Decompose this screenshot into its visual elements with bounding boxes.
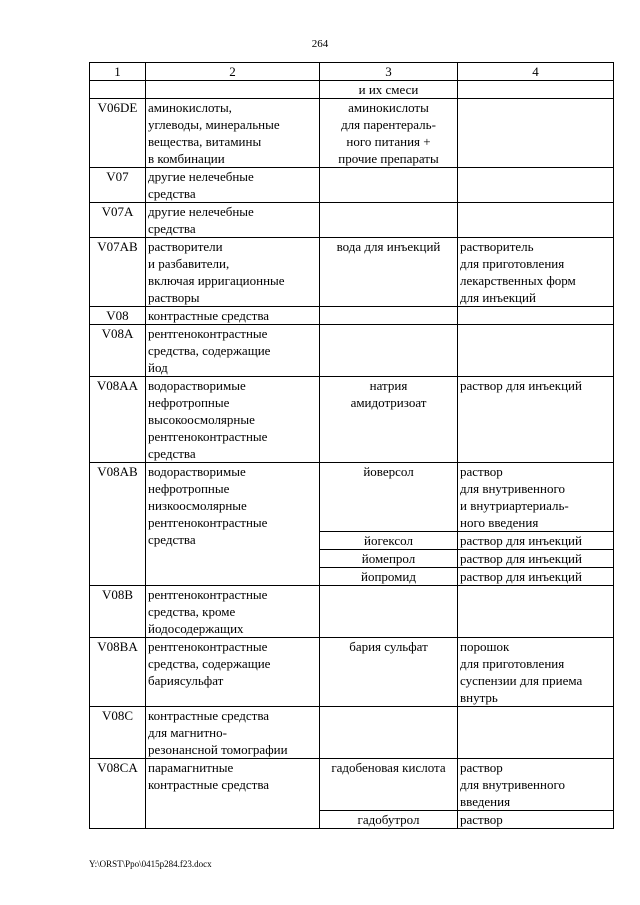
drug-name — [320, 586, 458, 638]
atc-code: V08AA — [90, 377, 146, 463]
table-row — [90, 325, 614, 377]
file-path-footer: Y:\ORST\Ppo\0415p284.f23.docx — [89, 859, 212, 869]
drug-name: йогексол — [320, 532, 458, 550]
dosage-form — [458, 325, 614, 377]
table-row — [90, 81, 614, 99]
dosage-form — [458, 81, 614, 99]
drug-name — [320, 707, 458, 759]
drug-name: и их смеси — [320, 81, 458, 99]
table-row — [90, 377, 614, 463]
atc-code: V08B — [90, 586, 146, 638]
dosage-form — [458, 203, 614, 238]
dosage-form: раствор для инъекций — [458, 568, 614, 586]
dosage-form — [458, 586, 614, 638]
group-name: рентгеноконтрастные средства, содержащие йод — [146, 325, 320, 377]
atc-code: V08BA — [90, 638, 146, 707]
atc-code: V06DE — [90, 99, 146, 168]
group-name: контрастные средства для магнитно- резонансной томографии — [146, 707, 320, 759]
header-col-3: 3 — [320, 63, 458, 81]
drug-name: йоверсол — [320, 463, 458, 532]
page-number: 264 — [311, 38, 329, 50]
header-col-2: 2 — [146, 63, 320, 81]
drug-name: аминокислоты для парентераль- ного питания + прочие препараты — [320, 99, 458, 168]
table-row — [90, 759, 614, 811]
table-row — [90, 463, 614, 532]
header-row — [90, 63, 614, 81]
drug-name — [320, 307, 458, 325]
drug-name: бария сульфат — [320, 638, 458, 707]
table-row — [90, 99, 614, 168]
group-name: рентгеноконтрастные средства, кроме йодосодержащих — [146, 586, 320, 638]
atc-code — [90, 81, 146, 99]
group-name — [146, 81, 320, 99]
table-row — [90, 638, 614, 707]
group-name: рентгеноконтрастные средства, содержащие бариясульфат — [146, 638, 320, 707]
drug-table — [89, 62, 614, 829]
table-row — [90, 203, 614, 238]
atc-code: V08C — [90, 707, 146, 759]
group-name: другие нелечебные средства — [146, 168, 320, 203]
dosage-form — [458, 707, 614, 759]
group-name: водорастворимые нефротропные низкоосмолярные рентгеноконтрастные средства — [146, 463, 320, 586]
group-name: растворители и разбавители, включая ирригационные растворы — [146, 238, 320, 307]
dosage-form — [458, 168, 614, 203]
dosage-form: раствор для внутривенного введения — [458, 759, 614, 811]
drug-name: йомепрол — [320, 550, 458, 568]
atc-code: V08A — [90, 325, 146, 377]
drug-name: вода для инъекций — [320, 238, 458, 307]
dosage-form: раствор для внутривенного и внутриартериаль- ного введения — [458, 463, 614, 532]
group-name: другие нелечебные средства — [146, 203, 320, 238]
atc-code: V07A — [90, 203, 146, 238]
group-name: аминокислоты, углеводы, минеральные вещества, витамины в комбинации — [146, 99, 320, 168]
drug-name — [320, 325, 458, 377]
atc-code: V07AB — [90, 238, 146, 307]
drug-name — [320, 168, 458, 203]
atc-code: V08AB — [90, 463, 146, 586]
group-name: водорастворимые нефротропные высокоосмолярные рентгеноконтрастные средства — [146, 377, 320, 463]
atc-code: V08 — [90, 307, 146, 325]
dosage-form: порошок для приготовления суспензии для приема внутрь — [458, 638, 614, 707]
drug-name: гадобутрол — [320, 811, 458, 829]
table-row — [90, 238, 614, 307]
dosage-form: растворитель для приготовления лекарственных форм для инъекций — [458, 238, 614, 307]
dosage-form — [458, 99, 614, 168]
drug-name: гадобеновая кислота — [320, 759, 458, 811]
dosage-form: раствор для инъекций — [458, 532, 614, 550]
table-row — [90, 707, 614, 759]
table-row — [90, 586, 614, 638]
group-name: парамагнитные контрастные средства — [146, 759, 320, 829]
dosage-form — [458, 307, 614, 325]
drug-name: йопромид — [320, 568, 458, 586]
table-row — [90, 307, 614, 325]
dosage-form: раствор для инъекций — [458, 550, 614, 568]
drug-name — [320, 203, 458, 238]
atc-code: V07 — [90, 168, 146, 203]
drug-name: натрия амидотризоат — [320, 377, 458, 463]
header-col-4: 4 — [458, 63, 614, 81]
atc-code: V08CA — [90, 759, 146, 829]
group-name: контрастные средства — [146, 307, 320, 325]
dosage-form: раствор — [458, 811, 614, 829]
table-row — [90, 168, 614, 203]
dosage-form: раствор для инъекций — [458, 377, 614, 463]
header-col-1: 1 — [90, 63, 146, 81]
